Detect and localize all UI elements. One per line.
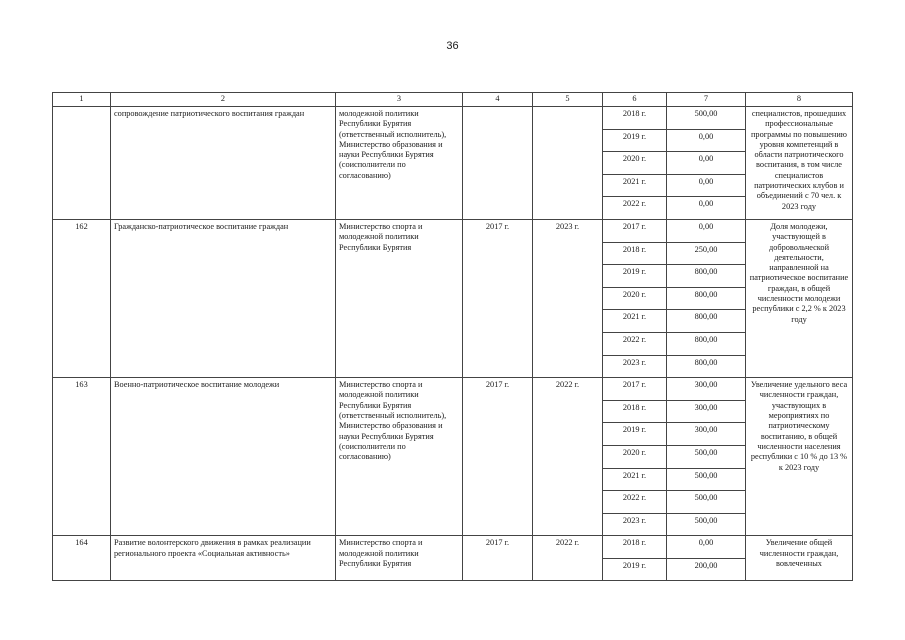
funding-year: 2018 г. [603, 242, 667, 265]
funding-year: 2020 г. [603, 152, 667, 175]
funding-amount: 800,00 [667, 265, 746, 288]
table-row [53, 219, 853, 242]
funding-year: 2021 г. [603, 310, 667, 333]
funding-amount: 250,00 [667, 242, 746, 265]
measure-name: Развитие волонтерского движения в рамках реализации регионального проекта «Социальная активность» [111, 536, 336, 581]
funding-amount: 500,00 [667, 491, 746, 514]
expected-result: Доля молодежи, участвующей в добровольческой деятельности, направленной на патриотическое воспитание граждан, в общей численности молодежи республики с 2,2 % к 2023 году [746, 219, 853, 377]
end-year [533, 107, 603, 220]
funding-amount: 800,00 [667, 355, 746, 378]
funding-year: 2022 г. [603, 332, 667, 355]
row-number: 164 [53, 536, 111, 581]
funding-year: 2020 г. [603, 287, 667, 310]
funding-amount: 200,00 [667, 558, 746, 581]
executor: молодежной политики Республики Бурятия (ответственный исполнитель), Министерство образования и науки Республики Бурятия (соисполнители по согласованию) [336, 107, 463, 220]
funding-amount: 0,00 [667, 536, 746, 559]
funding-amount: 0,00 [667, 129, 746, 152]
table-body [53, 93, 853, 581]
funding-year: 2019 г. [603, 129, 667, 152]
end-year: 2023 г. [533, 219, 603, 377]
start-year: 2017 г. [463, 219, 533, 377]
funding-year: 2018 г. [603, 400, 667, 423]
start-year [463, 107, 533, 220]
funding-amount: 500,00 [667, 513, 746, 536]
funding-amount: 0,00 [667, 219, 746, 242]
column-header-5: 5 [533, 93, 603, 107]
column-header-7: 7 [667, 93, 746, 107]
executor: Министерство спорта и молодежной политики Республики Бурятия (ответственный исполнитель), Министерство образования и науки Республики Бурятия (соисполнители по согласованию) [336, 378, 463, 536]
funding-year: 2021 г. [603, 468, 667, 491]
program-table [52, 92, 853, 581]
table-row [53, 378, 853, 401]
row-number [53, 107, 111, 220]
funding-amount: 0,00 [667, 174, 746, 197]
funding-amount: 800,00 [667, 310, 746, 333]
funding-year: 2019 г. [603, 558, 667, 581]
funding-amount: 500,00 [667, 107, 746, 130]
page-number: 36 [446, 40, 459, 52]
funding-year: 2022 г. [603, 197, 667, 220]
funding-amount: 300,00 [667, 378, 746, 401]
funding-amount: 0,00 [667, 152, 746, 175]
executor: Министерство спорта и молодежной политики Республики Бурятия [336, 219, 463, 377]
funding-year: 2023 г. [603, 355, 667, 378]
expected-result: Увеличение общей численности граждан, вовлеченных [746, 536, 853, 581]
funding-amount: 0,00 [667, 197, 746, 220]
funding-year: 2023 г. [603, 513, 667, 536]
row-number: 163 [53, 378, 111, 536]
table-row [53, 107, 853, 130]
funding-year: 2022 г. [603, 491, 667, 514]
column-header-6: 6 [603, 93, 667, 107]
end-year: 2022 г. [533, 536, 603, 581]
funding-amount: 300,00 [667, 400, 746, 423]
expected-result: Увеличение удельного веса численности граждан, участвующих в мероприятиях по патриотическому воспитанию, в общей численности населения республики с 10 % до 13 % к 2023 году [746, 378, 853, 536]
column-header-4: 4 [463, 93, 533, 107]
column-header-1: 1 [53, 93, 111, 107]
funding-amount: 500,00 [667, 445, 746, 468]
measure-name: Гражданско-патриотическое воспитание граждан [111, 219, 336, 377]
end-year: 2022 г. [533, 378, 603, 536]
start-year: 2017 г. [463, 536, 533, 581]
funding-year: 2019 г. [603, 423, 667, 446]
executor: Министерство спорта и молодежной политики Республики Бурятия [336, 536, 463, 581]
expected-result: специалистов, прошедших профессиональные программы по повышению уровня компетенций в области патриотического воспитания, в том числе специалистов патриотических клубов и объединений с 70 чел. к 2023 году [746, 107, 853, 220]
funding-amount: 800,00 [667, 287, 746, 310]
column-header-8: 8 [746, 93, 853, 107]
start-year: 2017 г. [463, 378, 533, 536]
funding-year: 2019 г. [603, 265, 667, 288]
funding-year: 2021 г. [603, 174, 667, 197]
funding-year: 2017 г. [603, 378, 667, 401]
funding-amount: 500,00 [667, 468, 746, 491]
funding-year: 2017 г. [603, 219, 667, 242]
measure-name: Военно-патриотическое воспитание молодежи [111, 378, 336, 536]
table-row [53, 536, 853, 559]
funding-year: 2020 г. [603, 445, 667, 468]
row-number: 162 [53, 219, 111, 377]
measure-name: сопровождение патриотического воспитания граждан [111, 107, 336, 220]
funding-amount: 800,00 [667, 332, 746, 355]
funding-year: 2018 г. [603, 107, 667, 130]
column-header-3: 3 [336, 93, 463, 107]
column-header-2: 2 [111, 93, 336, 107]
header-row [53, 93, 853, 107]
funding-amount: 300,00 [667, 423, 746, 446]
funding-year: 2018 г. [603, 536, 667, 559]
